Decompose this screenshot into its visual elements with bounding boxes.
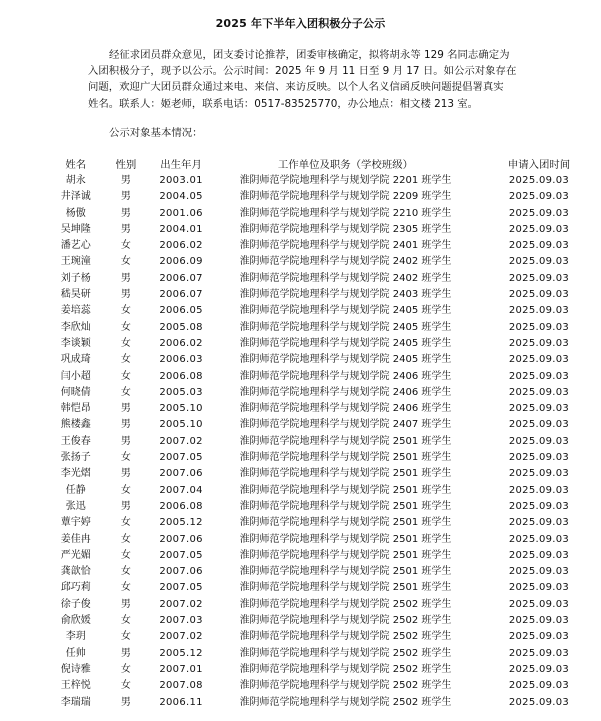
cell-unit: 淮阴师范学院地理科学与规划学院 2502 班学生 bbox=[239, 647, 452, 659]
cell-gender: 女 bbox=[120, 321, 131, 333]
cell-apply-date: 2025.09.03 bbox=[508, 696, 570, 708]
cell-gender: 女 bbox=[120, 354, 131, 366]
cell-apply-date: 2025.09.03 bbox=[508, 289, 570, 301]
cell-apply-date: 2025.09.03 bbox=[508, 631, 570, 643]
table-row bbox=[48, 483, 601, 499]
cell-birth: 2007.06 bbox=[159, 566, 203, 578]
cell-unit: 淮阴师范学院地理科学与规划学院 2501 班学生 bbox=[239, 517, 452, 529]
cell-unit: 淮阴师范学院地理科学与规划学院 2501 班学生 bbox=[239, 468, 452, 480]
cell-birth: 2007.06 bbox=[159, 533, 203, 545]
cell-gender: 女 bbox=[120, 240, 131, 252]
cell-birth: 2007.02 bbox=[159, 435, 203, 447]
cell-birth: 2007.05 bbox=[159, 452, 203, 464]
cell-apply-date: 2025.09.03 bbox=[508, 386, 570, 398]
cell-name: 李玥 bbox=[65, 631, 86, 643]
table-row bbox=[48, 303, 601, 319]
cell-apply-date: 2025.09.03 bbox=[508, 321, 570, 333]
cell-gender: 女 bbox=[120, 663, 131, 675]
cell-gender: 男 bbox=[120, 272, 131, 284]
intro-line: 问题，欢迎广大团员群众通过来电、来信、来访反映。以个人名义信函反映问题提倡署真实 bbox=[88, 81, 504, 94]
cell-name: 张扬子 bbox=[60, 452, 91, 464]
cell-birth: 2006.11 bbox=[159, 696, 203, 708]
cell-gender: 女 bbox=[120, 631, 131, 643]
cell-name: 任静 bbox=[65, 484, 86, 496]
cell-unit: 淮阴师范学院地理科学与规划学院 2406 班学生 bbox=[239, 370, 452, 382]
cell-gender: 女 bbox=[120, 533, 131, 545]
cell-birth: 2004.05 bbox=[159, 191, 203, 203]
intro-line: 经征求团员群众意见，团支委讨论推荐，团委审核确定，拟将胡永等 129 名同志确定为 bbox=[109, 49, 510, 61]
table-row bbox=[48, 336, 601, 352]
cell-unit: 淮阴师范学院地理科学与规划学院 2403 班学生 bbox=[239, 289, 452, 301]
table-row bbox=[48, 222, 601, 238]
cell-birth: 2005.08 bbox=[159, 321, 203, 333]
cell-birth: 2006.02 bbox=[159, 337, 203, 349]
table-row bbox=[48, 254, 601, 270]
cell-birth: 2006.07 bbox=[159, 289, 203, 301]
cell-unit: 淮阴师范学院地理科学与规划学院 2502 班学生 bbox=[239, 696, 452, 708]
cell-name: 任帅 bbox=[65, 647, 86, 659]
cell-apply-date: 2025.09.03 bbox=[508, 175, 570, 186]
table-row bbox=[48, 646, 601, 662]
cell-gender: 男 bbox=[120, 207, 131, 219]
table-row bbox=[48, 385, 601, 401]
header-apply-date: 申请入团时间 bbox=[507, 159, 571, 171]
cell-name: 嵇昊研 bbox=[60, 289, 91, 301]
table-row bbox=[48, 271, 601, 287]
cell-gender: 男 bbox=[120, 289, 131, 301]
cell-unit: 淮阴师范学院地理科学与规划学院 2502 班学生 bbox=[239, 631, 452, 643]
cell-birth: 2006.08 bbox=[159, 500, 203, 512]
intro-paragraph bbox=[88, 47, 530, 112]
cell-birth: 2006.02 bbox=[159, 240, 203, 252]
cell-unit: 淮阴师范学院地理科学与规划学院 2305 班学生 bbox=[239, 223, 452, 235]
cell-name: 李光熠 bbox=[60, 468, 91, 480]
cell-unit: 淮阴师范学院地理科学与规划学院 2501 班学生 bbox=[239, 549, 452, 561]
cell-apply-date: 2025.09.03 bbox=[508, 484, 570, 496]
cell-birth: 2006.03 bbox=[159, 354, 203, 366]
cell-name: 徐子俊 bbox=[60, 598, 91, 610]
cell-name: 李谈颖 bbox=[60, 337, 91, 349]
cell-name: 严光媚 bbox=[60, 549, 91, 561]
cell-birth: 2007.05 bbox=[159, 582, 203, 594]
table-row bbox=[48, 369, 601, 385]
cell-name: 姜佳冉 bbox=[60, 533, 91, 545]
cell-birth: 2007.06 bbox=[159, 468, 203, 480]
cell-apply-date: 2025.09.03 bbox=[508, 663, 570, 675]
cell-unit: 淮阴师范学院地理科学与规划学院 2501 班学生 bbox=[239, 566, 452, 578]
cell-name: 吴坤隆 bbox=[60, 223, 91, 235]
cell-apply-date: 2025.09.03 bbox=[508, 354, 570, 366]
cell-gender: 女 bbox=[120, 680, 131, 692]
cell-unit: 淮阴师范学院地理科学与规划学院 2201 班学生 bbox=[239, 175, 452, 186]
cell-gender: 男 bbox=[120, 403, 131, 415]
cell-birth: 2005.10 bbox=[159, 403, 203, 415]
roster-table bbox=[48, 158, 601, 711]
cell-apply-date: 2025.09.03 bbox=[508, 435, 570, 447]
cell-gender: 女 bbox=[120, 452, 131, 464]
table-row bbox=[48, 613, 601, 629]
cell-gender: 男 bbox=[120, 598, 131, 610]
intro-line: 姓名。联系人：姬老师，联系电话：0517-83525770，办公地点：相文楼 213 室。 bbox=[88, 97, 479, 110]
cell-apply-date: 2025.09.03 bbox=[508, 305, 570, 317]
cell-name: 巩成琦 bbox=[60, 354, 91, 366]
cell-birth: 2006.05 bbox=[159, 305, 203, 317]
table-row bbox=[48, 548, 601, 564]
cell-apply-date: 2025.09.03 bbox=[508, 500, 570, 512]
intro-line: 入团积极分子，现予以公示。公示时间：2025 年 9 月 11 日至 9 月 17 日。如公示对象存在 bbox=[88, 65, 517, 78]
table-row bbox=[48, 695, 601, 711]
cell-birth: 2007.02 bbox=[159, 631, 203, 643]
cell-gender: 女 bbox=[120, 549, 131, 561]
cell-birth: 2004.01 bbox=[159, 223, 203, 235]
cell-gender: 女 bbox=[120, 256, 131, 268]
cell-unit: 淮阴师范学院地理科学与规划学院 2401 班学生 bbox=[239, 240, 452, 252]
cell-name: 胡永 bbox=[65, 175, 86, 186]
cell-birth: 2007.08 bbox=[159, 680, 203, 692]
cell-name: 刘子杨 bbox=[60, 272, 91, 284]
cell-birth: 2007.01 bbox=[159, 663, 203, 675]
cell-birth: 2005.10 bbox=[159, 419, 203, 431]
cell-unit: 淮阴师范学院地理科学与规划学院 2209 班学生 bbox=[239, 191, 452, 203]
cell-birth: 2007.04 bbox=[159, 484, 203, 496]
table-row bbox=[48, 662, 601, 678]
table-row bbox=[48, 532, 601, 548]
cell-unit: 淮阴师范学院地理科学与规划学院 2501 班学生 bbox=[239, 484, 452, 496]
table-header-row bbox=[48, 158, 601, 173]
cell-name: 王琬潼 bbox=[60, 256, 91, 268]
header-name: 姓名 bbox=[65, 159, 87, 171]
cell-apply-date: 2025.09.03 bbox=[508, 533, 570, 545]
cell-unit: 淮阴师范学院地理科学与规划学院 2406 班学生 bbox=[239, 403, 452, 415]
header-birth: 出生年月 bbox=[160, 159, 202, 171]
cell-gender: 女 bbox=[120, 305, 131, 317]
cell-name: 熊楼鑫 bbox=[60, 419, 91, 431]
table-row bbox=[48, 173, 601, 189]
cell-birth: 2007.03 bbox=[159, 615, 203, 627]
cell-unit: 淮阴师范学院地理科学与规划学院 2501 班学生 bbox=[239, 533, 452, 545]
cell-unit: 淮阴师范学院地理科学与规划学院 2502 班学生 bbox=[239, 598, 452, 610]
cell-gender: 女 bbox=[120, 386, 131, 398]
cell-unit: 淮阴师范学院地理科学与规划学院 2406 班学生 bbox=[239, 386, 452, 398]
cell-apply-date: 2025.09.03 bbox=[508, 680, 570, 692]
cell-unit: 淮阴师范学院地理科学与规划学院 2501 班学生 bbox=[239, 452, 452, 464]
cell-gender: 女 bbox=[120, 484, 131, 496]
cell-unit: 淮阴师范学院地理科学与规划学院 2501 班学生 bbox=[239, 435, 452, 447]
cell-gender: 男 bbox=[120, 468, 131, 480]
table-row bbox=[48, 564, 601, 580]
cell-unit: 淮阴师范学院地理科学与规划学院 2501 班学生 bbox=[239, 582, 452, 594]
cell-birth: 2006.09 bbox=[159, 256, 203, 268]
cell-apply-date: 2025.09.03 bbox=[508, 223, 570, 235]
cell-name: 何晓倩 bbox=[60, 386, 91, 398]
cell-gender: 男 bbox=[120, 435, 131, 447]
cell-unit: 淮阴师范学院地理科学与规划学院 2405 班学生 bbox=[239, 337, 452, 349]
cell-name: 龚歆恰 bbox=[60, 566, 91, 578]
cell-name: 姜培蕊 bbox=[60, 305, 91, 317]
cell-unit: 淮阴师范学院地理科学与规划学院 2402 班学生 bbox=[239, 256, 452, 268]
header-unit: 工作单位及职务（学校班级） bbox=[277, 159, 413, 171]
cell-apply-date: 2025.09.03 bbox=[508, 419, 570, 431]
header-gender: 性别 bbox=[115, 159, 137, 171]
cell-unit: 淮阴师范学院地理科学与规划学院 2502 班学生 bbox=[239, 663, 452, 675]
cell-name: 俞欣媛 bbox=[60, 615, 91, 627]
table-row bbox=[48, 238, 601, 254]
cell-birth: 2005.12 bbox=[159, 517, 203, 529]
cell-unit: 淮阴师范学院地理科学与规划学院 2405 班学生 bbox=[239, 321, 452, 333]
summary-label: 公示对象基本情况： bbox=[109, 127, 203, 139]
table-row bbox=[48, 580, 601, 596]
cell-name: 蕈宇婷 bbox=[60, 517, 91, 529]
table-row bbox=[48, 629, 601, 645]
cell-birth: 2001.06 bbox=[159, 207, 203, 219]
cell-apply-date: 2025.09.03 bbox=[508, 582, 570, 594]
cell-apply-date: 2025.09.03 bbox=[508, 598, 570, 610]
table-row bbox=[48, 206, 601, 222]
table-row bbox=[48, 352, 601, 368]
cell-birth: 2006.07 bbox=[159, 272, 203, 284]
cell-unit: 淮阴师范学院地理科学与规划学院 2405 班学生 bbox=[239, 354, 452, 366]
cell-name: 王俊春 bbox=[60, 435, 91, 447]
cell-gender: 女 bbox=[120, 566, 131, 578]
cell-unit: 淮阴师范学院地理科学与规划学院 2405 班学生 bbox=[239, 305, 452, 317]
cell-apply-date: 2025.09.03 bbox=[508, 240, 570, 252]
cell-apply-date: 2025.09.03 bbox=[508, 403, 570, 415]
table-row bbox=[48, 434, 601, 450]
table-row bbox=[48, 417, 601, 433]
cell-apply-date: 2025.09.03 bbox=[508, 370, 570, 382]
cell-gender: 女 bbox=[120, 370, 131, 382]
cell-apply-date: 2025.09.03 bbox=[508, 272, 570, 284]
cell-unit: 淮阴师范学院地理科学与规划学院 2210 班学生 bbox=[239, 207, 452, 219]
cell-apply-date: 2025.09.03 bbox=[508, 191, 570, 203]
cell-gender: 女 bbox=[120, 582, 131, 594]
cell-apply-date: 2025.09.03 bbox=[508, 337, 570, 349]
cell-gender: 男 bbox=[120, 647, 131, 659]
table-row bbox=[48, 401, 601, 417]
cell-gender: 男 bbox=[120, 500, 131, 512]
cell-name: 李欣灿 bbox=[60, 321, 91, 333]
cell-apply-date: 2025.09.03 bbox=[508, 566, 570, 578]
cell-gender: 男 bbox=[120, 696, 131, 708]
document-title: 2025 年下半年入团积极分子公示 bbox=[215, 17, 386, 30]
cell-unit: 淮阴师范学院地理科学与规划学院 2402 班学生 bbox=[239, 272, 452, 284]
cell-apply-date: 2025.09.03 bbox=[508, 452, 570, 464]
cell-name: 闫小超 bbox=[60, 370, 91, 382]
cell-unit: 淮阴师范学院地理科学与规划学院 2501 班学生 bbox=[239, 500, 452, 512]
cell-name: 潘艺心 bbox=[60, 240, 91, 252]
table-row bbox=[48, 189, 601, 205]
table-row bbox=[48, 320, 601, 336]
cell-apply-date: 2025.09.03 bbox=[508, 615, 570, 627]
cell-birth: 2005.03 bbox=[159, 386, 203, 398]
cell-apply-date: 2025.09.03 bbox=[508, 549, 570, 561]
cell-gender: 男 bbox=[120, 175, 131, 186]
table-row bbox=[48, 499, 601, 515]
cell-birth: 2003.01 bbox=[159, 175, 203, 186]
cell-apply-date: 2025.09.03 bbox=[508, 647, 570, 659]
table-row bbox=[48, 515, 601, 531]
cell-gender: 男 bbox=[120, 419, 131, 431]
cell-unit: 淮阴师范学院地理科学与规划学院 2407 班学生 bbox=[239, 419, 452, 431]
cell-unit: 淮阴师范学院地理科学与规划学院 2502 班学生 bbox=[239, 680, 452, 692]
cell-name: 杨傲 bbox=[65, 207, 86, 219]
cell-name: 张迅 bbox=[65, 500, 86, 512]
cell-birth: 2007.05 bbox=[159, 549, 203, 561]
cell-name: 邱巧莉 bbox=[60, 582, 91, 594]
table-row bbox=[48, 287, 601, 303]
cell-gender: 女 bbox=[120, 337, 131, 349]
table-row bbox=[48, 450, 601, 466]
cell-name: 倪诗雅 bbox=[60, 663, 91, 675]
cell-name: 井泽诚 bbox=[60, 191, 91, 203]
table-row bbox=[48, 466, 601, 482]
cell-gender: 男 bbox=[120, 223, 131, 235]
table-row bbox=[48, 678, 601, 694]
cell-gender: 男 bbox=[120, 191, 131, 203]
cell-apply-date: 2025.09.03 bbox=[508, 256, 570, 268]
roster-body bbox=[48, 173, 601, 711]
cell-gender: 女 bbox=[120, 517, 131, 529]
cell-name: 王梓悦 bbox=[60, 680, 91, 692]
cell-birth: 2007.02 bbox=[159, 598, 203, 610]
cell-apply-date: 2025.09.03 bbox=[508, 468, 570, 480]
cell-unit: 淮阴师范学院地理科学与规划学院 2502 班学生 bbox=[239, 615, 452, 627]
cell-gender: 女 bbox=[120, 615, 131, 627]
cell-name: 韩恺昂 bbox=[60, 403, 91, 415]
cell-name: 李瑞瑞 bbox=[60, 696, 91, 708]
cell-apply-date: 2025.09.03 bbox=[508, 517, 570, 529]
cell-birth: 2006.08 bbox=[159, 370, 203, 382]
table-row bbox=[48, 597, 601, 613]
cell-apply-date: 2025.09.03 bbox=[508, 207, 570, 219]
cell-birth: 2005.12 bbox=[159, 647, 203, 659]
